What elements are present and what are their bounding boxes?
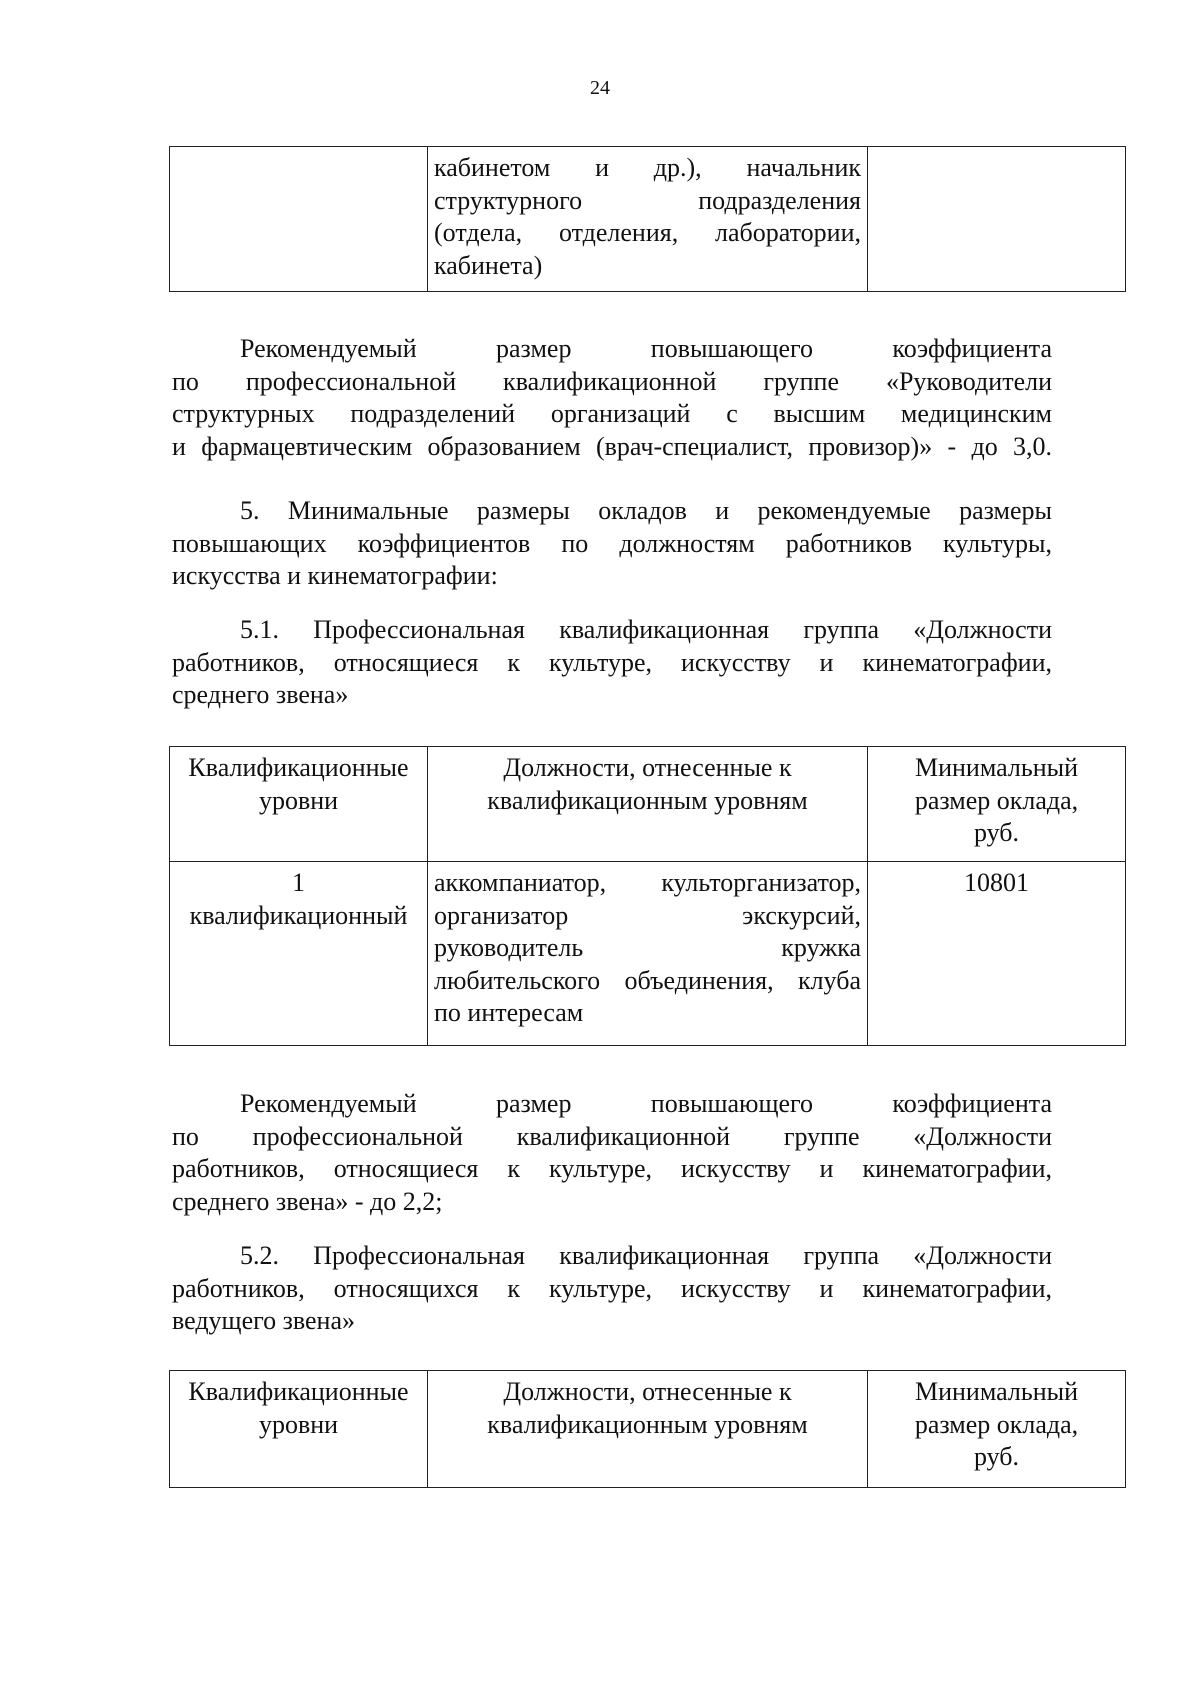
table-cell-empty	[170, 147, 428, 292]
page-number: 24	[590, 77, 610, 99]
header-salary: Минимальный размер оклада, руб.	[868, 747, 1126, 862]
table-cell-positions	[428, 147, 868, 292]
section-5-2	[172, 1240, 1052, 1338]
paragraph-line: Рекомендуемый размер повышающего коэффициента	[240, 1089, 1052, 1118]
header-salary: Минимальный размер оклада, руб.	[868, 1371, 1126, 1488]
cell-line: (отдела, отделения, лаборатории,	[434, 218, 861, 247]
table-row	[170, 862, 1126, 1046]
paragraph-line: работников, относящихся к культуре, искусству и кинематографии,	[172, 1273, 1052, 1303]
paragraph-line: среднего звена» - до 2,2;	[172, 1186, 443, 1216]
paragraph-line: по профессиональной квалификационной группе «Должности	[172, 1121, 1052, 1151]
table-5-2	[169, 1370, 1126, 1488]
paragraph-line: повышающих коэффициентов по должностям работников культуры,	[172, 528, 1052, 558]
paragraph-line: ведущего звена»	[172, 1306, 356, 1335]
header-positions: Должности, отнесенные к квалификационным уровням	[428, 747, 868, 862]
paragraph-line: Рекомендуемый размер повышающего коэффициента	[240, 334, 1052, 363]
cell-line: кабинетом и др.), начальник	[434, 153, 861, 182]
table-row	[170, 147, 1126, 292]
paragraph-line: 5.2. Профессиональная квалификационная группа «Должности	[240, 1241, 1052, 1270]
cell-line: кабинета)	[434, 250, 543, 280]
paragraph-line: работников, относящиеся к культуре, искусству и кинематографии,	[172, 1154, 1052, 1183]
table-5-1	[169, 746, 1126, 1046]
header-levels: Квалификационные уровни	[170, 1371, 428, 1488]
section-5-1	[172, 614, 1052, 712]
paragraph-line: структурных подразделений организаций с высшим медицинским	[172, 399, 1052, 428]
paragraph-line: искусства и кинематографии:	[172, 561, 498, 590]
cell-salary: 10801	[868, 862, 1126, 1046]
continued-table	[169, 146, 1126, 292]
cell-positions: аккомпаниатор, культорганизатор, организатор экскурсий, руководитель кружка любительского объединения, клуба по интересам	[428, 862, 868, 1046]
paragraph-coefficient-1	[172, 333, 1052, 463]
cell-line: структурного подразделения	[434, 185, 861, 215]
section-5	[172, 495, 1052, 593]
paragraph-line: среднего звена»	[172, 680, 349, 709]
paragraph-line: 5. Минимальные размеры окладов и рекомендуемые размеры	[240, 496, 1052, 525]
paragraph-coefficient-2	[172, 1088, 1052, 1218]
cell-level: 1 квалификационный	[170, 862, 428, 1046]
paragraph-line: 5.1. Профессиональная квалификационная группа «Должности	[240, 615, 1052, 644]
table-cell-empty	[868, 147, 1126, 292]
paragraph-line: по профессиональной квалификационной группе «Руководители	[172, 366, 1052, 396]
table-header-row	[170, 1371, 1126, 1488]
paragraph-line: работников, относящиеся к культуре, искусству и кинематографии,	[172, 647, 1052, 677]
header-levels: Квалификационные уровни	[170, 747, 428, 862]
header-positions: Должности, отнесенные к квалификационным уровням	[428, 1371, 868, 1488]
paragraph-line: и фармацевтическим образованием (врач-специалист, провизор)» - до 3,0.	[172, 431, 1052, 461]
table-header-row	[170, 747, 1126, 862]
